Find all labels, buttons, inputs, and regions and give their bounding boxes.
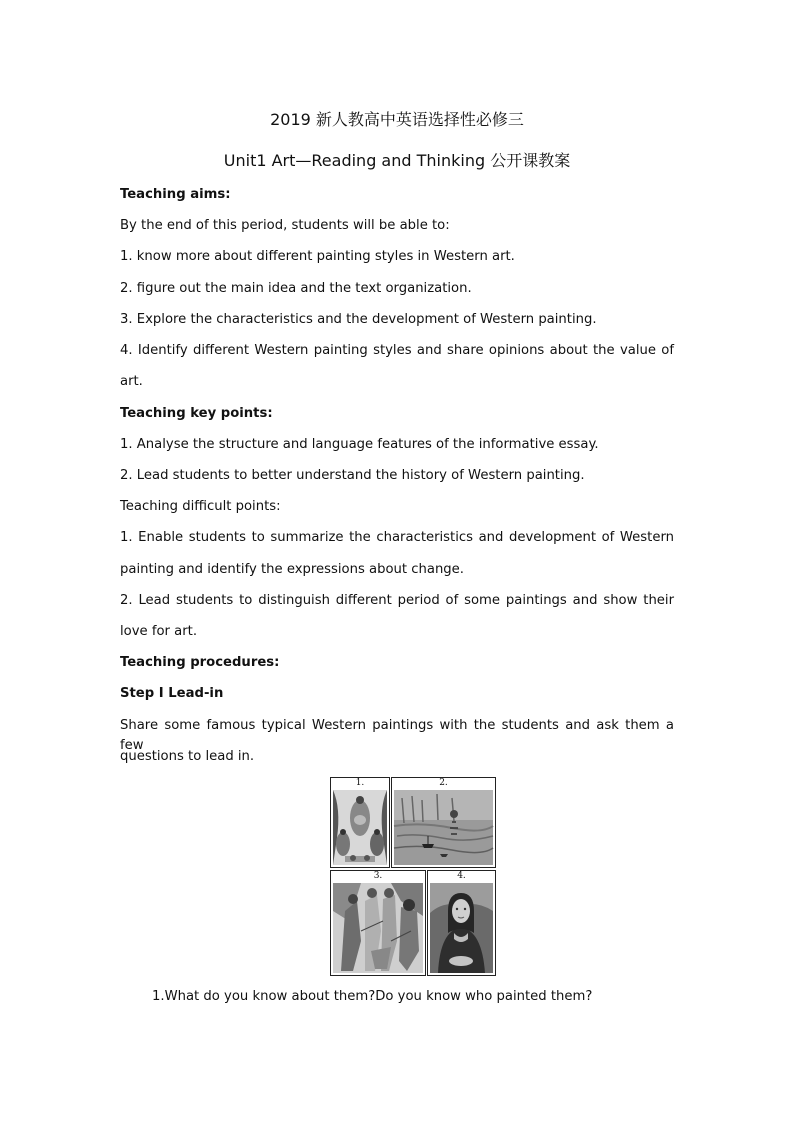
key-point-1: 1. Analyse the structure and language features of the informative essay.	[120, 437, 599, 452]
demoiselles-painting-image	[331, 871, 425, 975]
aim-4-line1: 4. Identify different Western painting styles and share opinions about the value of	[120, 343, 674, 358]
paintings-figure	[330, 777, 496, 975]
aim-3: 3. Explore the characteristics and the development of Western painting.	[120, 312, 597, 327]
step1-line1: Share some famous typical Western paintings with the students and ask them a few	[120, 718, 674, 753]
document-title-line1: 2019 新人教高中英语选择性必修三	[270, 110, 524, 129]
difficult-points-heading: Teaching difficult points:	[120, 499, 281, 514]
mona-lisa-painting-image	[428, 871, 495, 975]
painting-label-1: 1.	[355, 778, 365, 788]
teaching-aims-heading: Teaching aims:	[120, 187, 231, 202]
procedures-heading: Teaching procedures:	[120, 655, 280, 670]
step1-heading: Step Ⅰ Lead-in	[120, 686, 224, 701]
difficult-point-2-line2: love for art.	[120, 624, 198, 639]
painting-label-3: 3.	[373, 871, 383, 881]
aim-4-line2: art.	[120, 374, 143, 389]
aim-2: 2. figure out the main idea and the text organization.	[120, 281, 472, 296]
painting-panel-2	[391, 777, 496, 868]
difficult-point-1-line2: painting and identify the expressions about change.	[120, 562, 464, 577]
aim-1: 1. know more about different painting styles in Western art.	[120, 249, 515, 264]
madonna-painting-image	[331, 778, 389, 867]
aims-intro: By the end of this period, students will be able to:	[120, 218, 450, 233]
painting-label-2: 2.	[439, 778, 448, 788]
document-title-line2: Unit1 Art—Reading and Thinking 公开课教案	[223, 151, 571, 170]
painting-panel-3	[330, 870, 426, 976]
step1-line2: questions to lead in.	[120, 749, 255, 764]
difficult-point-2-line1: 2. Lead students to distinguish different period of some paintings and show their	[120, 593, 674, 608]
sunrise-painting-image	[392, 778, 495, 867]
key-points-heading: Teaching key points:	[120, 406, 273, 421]
question-1: 1.What do you know about them?Do you know who painted them?	[152, 989, 593, 1004]
painting-panel-1	[330, 777, 390, 868]
painting-panel-4	[427, 870, 496, 976]
painting-label-4: 4.	[457, 871, 466, 881]
difficult-point-1-line1: 1. Enable students to summarize the characteristics and development of Western	[120, 530, 674, 545]
key-point-2: 2. Lead students to better understand the history of Western painting.	[120, 468, 585, 483]
